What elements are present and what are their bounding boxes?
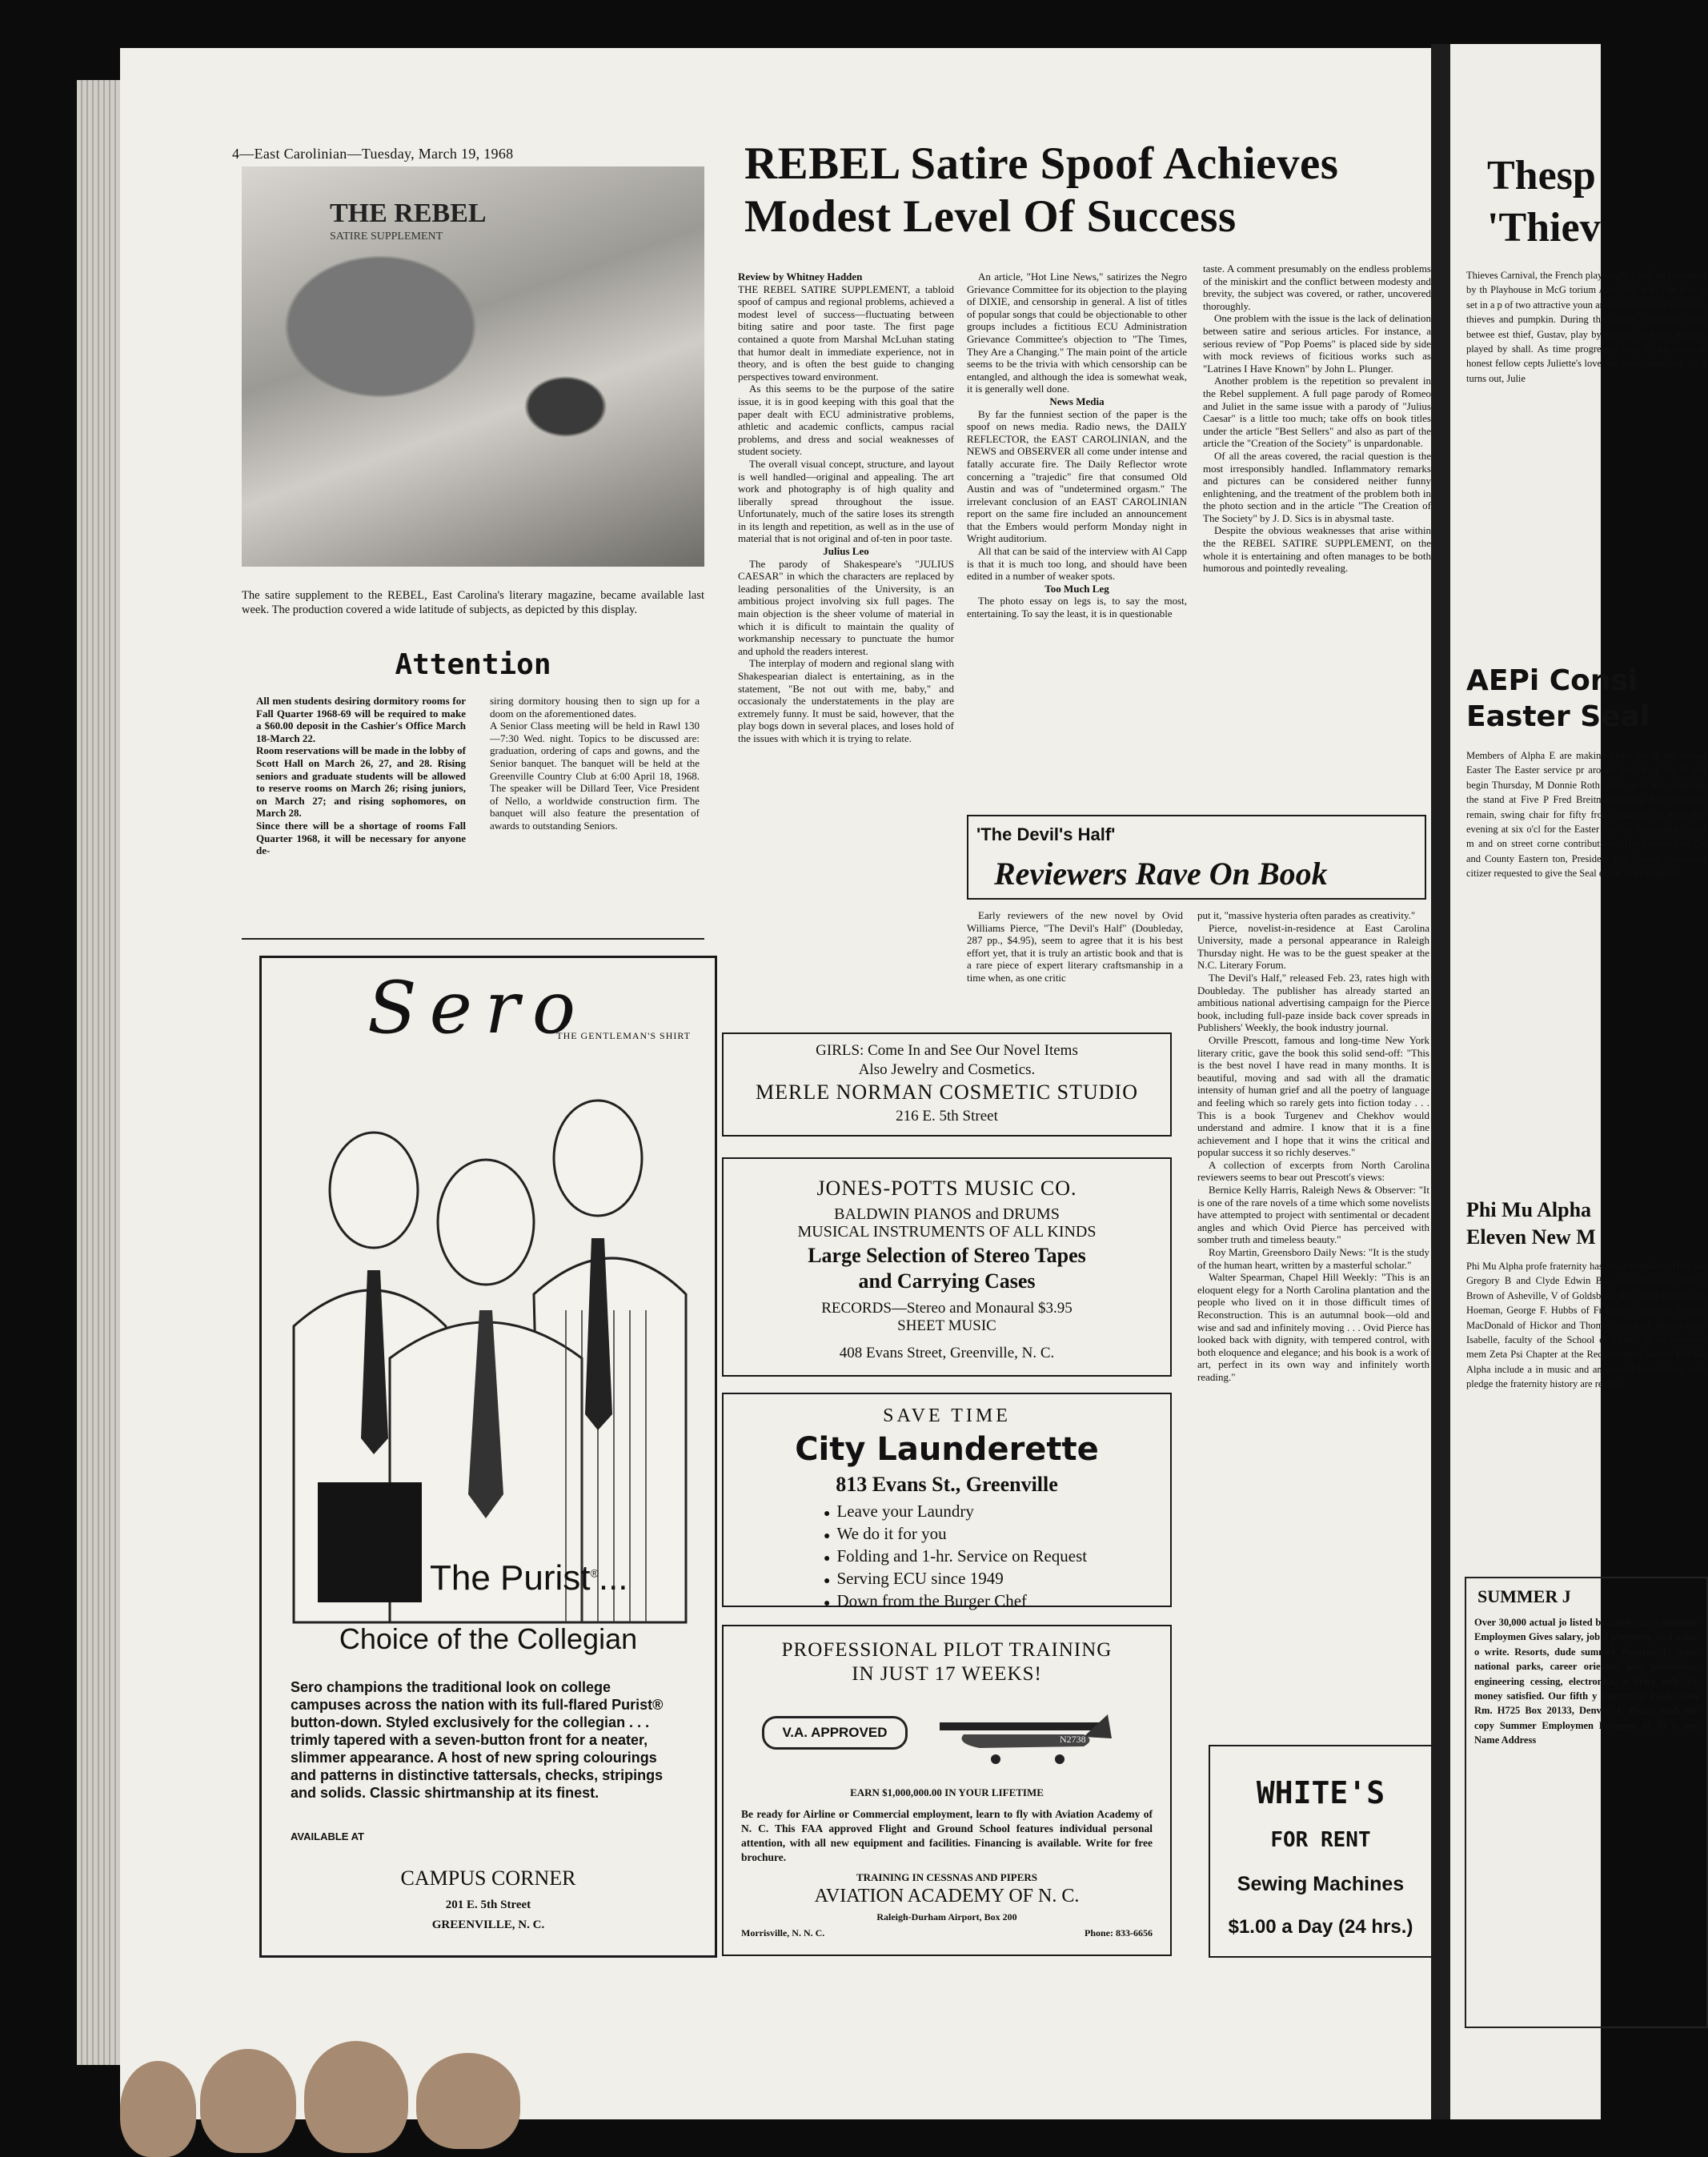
merle-address: 216 E. 5th Street [896, 1108, 998, 1125]
pilot-training-ad [722, 1625, 1172, 1956]
next-headline1: Thesp [1487, 153, 1596, 198]
review-para: An article, "Hot Line News," satirizes the Negro Grievance Committee for its objection to the playing of DIXIE, and censorship in general. A list of titles of popular songs that could be objectionable to other groups includes a fictitious ECU Administration Grievance Committee's objection to "The Times, They Are a Changing." The main point of the article seems to be the trivia with which censorship can be entangled, and although the idea is somewhat weak, it is generally well done. [967, 271, 1187, 395]
attention-para: Room reservations will be made in the lobby of Scott Hall on March 26, 27, and 28. Rising seniors and graduate students will be allowed to reserve rooms on March 26; rising juniors, on March 27; and rising sophomores, on March 28. [256, 744, 466, 820]
purist-title: The Purist [430, 1558, 591, 1598]
review-para: By far the funniest section of the paper is the spoof on news media. Radio news, the DAILY REFLECTOR, the EAST CAROLINIAN, and the NEWS and OBSERVER all come under intense and fatally accurate fire. The Daily Reflector wrote concerning a "trajedic" fire that consumed Old Austin and was of "undetermined orgasm." The irrelevant conclusion of an EAST CAROLINIAN report on the same fire included an announcement that the Embers would perform Monday night in Wright auditorium. [967, 407, 1187, 545]
pilot-line2: IN JUST 17 WEEKS! [852, 1663, 1042, 1685]
summer-box-title: SUMMER J [1477, 1586, 1571, 1606]
book-para: Bernice Kelly Harris, Raleigh News & Observer: "It is one of the rare novels of a time which some novelists have attempted to project with sentimental or decadent angles and which Ovid Pierce has perceived with somber truth and timeless beauty." [1197, 1184, 1429, 1246]
book-headline-box [967, 815, 1426, 900]
subhead: Julius Leo [823, 545, 869, 558]
pilot-city: Morrisville, N. N. C. [741, 1927, 825, 1938]
review-para: The overall visual concept, structure, and layout is well handled—original and appealing. The art work and photography is of high quality and liberally spread throughout the issue. Unfortunately, much of the satire loses its strength in its length and repetition, as well as in the use of material that is not original and of-ten in poor taste. [738, 457, 954, 545]
book-para: put it, "massive hysteria often parades as creativity." [1197, 909, 1416, 921]
finger [200, 2049, 296, 2153]
book-para: Roy Martin, Greensboro Daily News: "It is the study of the human heart, written by a masterful scholar." [1197, 1246, 1429, 1271]
subhead: News Media [1049, 395, 1105, 407]
jones-line4: and Carrying Cases [858, 1269, 1036, 1293]
masthead: 4—East Carolinian—Tuesday, March 19, 1968 [232, 146, 514, 162]
laund-top: SAVE TIME [883, 1405, 1011, 1426]
cessna-airplane-icon [932, 1690, 1116, 1770]
attention-heading: Attention [395, 648, 551, 681]
headline-line2: Modest Level Of Success [744, 191, 1237, 242]
review-para: THE REBEL SATIRE SUPPLEMENT, a tabloid spoof of campus and regional problems, achieved a modest level of success—fluctuating between biting satire and poor taste. The first page contained a quote from Marshal McLuhan stating that humor dealt in immediate experience, not in theory, and is often the best guide to changing perspectives toward environment. [738, 283, 954, 383]
laund-item: ● Serving ECU since 1949 [824, 1569, 1087, 1591]
review-para: The photo essay on legs is, to say the most, entertaining. To say the least, it is in questionable [967, 595, 1187, 620]
attention-para: siring dormitory housing then to sign up for a doom on the aforementioned dates. [490, 695, 700, 720]
store-name: CAMPUS CORNER [400, 1866, 576, 1890]
whites-line2: Sewing Machines [1237, 1873, 1405, 1895]
merle-norman-ad [722, 1032, 1172, 1137]
next-headline2: 'Thiev [1487, 205, 1601, 251]
book-headline: Reviewers Rave On Book [994, 856, 1328, 892]
review-headline [744, 138, 1433, 243]
store-address: 201 E. 5th Street [445, 1898, 531, 1911]
rebel-photo [242, 166, 704, 567]
adjacent-page [1447, 44, 1706, 2119]
pilot-airport: Raleigh-Durham Airport, Box 200 [876, 1911, 1017, 1922]
whites-line1: FOR RENT [1270, 1828, 1371, 1852]
attention-para: A Senior Class meeting will be held in Rawl 130—7:30 Wed. night. Topics to be discussed are: graduation, ordering of caps and gowns, and the Senior banquet. The banquet will be held at the Greenville Country Club at 6:00 April 18, 1968. The speaker will be Dillard Teer, Vice President of Nello, a worldwide construction firm. The banquet will also feature the presentation of awards to outstanding Seniors. [490, 720, 700, 832]
merle-name: MERLE NORMAN COSMETIC STUDIO [756, 1081, 1138, 1104]
subhead: Too Much Leg [1044, 582, 1109, 595]
review-col3 [1203, 263, 1431, 575]
finger [304, 2041, 408, 2153]
next-headline4: Easter Seal [1466, 700, 1650, 733]
jones-line3: Large Selection of Stereo Tapes [808, 1244, 1086, 1267]
photo-caption: The satire supplement to the REBEL, East Carolina's literary magazine, became available last week. The production covered a wide latitude of subjects, as depicted by this display. [242, 589, 704, 616]
next-text3: Phi Mu Alpha profe fraternity has initia members. They are Gregory B and Clyde Edwin Bro Gene Nelson, Neil B Brown of Asheville, V of Goldsboro; Roy Davi Richard H. Hoeman, George F. Hubbs of Fr Dennis Jones of Washin MacDonald of Hickor and Thomas Secor of Richm Gene Isabelle, faculty of the School of Music, w an honorary mem Zeta Psi Chapter at the Requirements for me Phi Mu Alpha include a in music and an overall In addition, each pledge the fraternity history are recital. [1466, 1261, 1706, 1390]
review-para: Another problem is the repetition so prevalent in the Rebel supplement. A full page parody of Romeo and Juliet in the same issue with a parody of "Julius Caesar" is a little too much; take offs on book titles under the article "Best Sellers" and also as part of the article the "Creation of the Society" is unpardonable. [1203, 375, 1431, 450]
laund-name: City Launderette [795, 1431, 1099, 1468]
photo-subtitle: SATIRE SUPPLEMENT [330, 231, 443, 243]
attention-col1 [256, 695, 466, 857]
photo-nameplate: THE REBEL [330, 198, 487, 228]
review-para: As this seems to be the purpose of the satire issue, it is in good keeping with this goal that the paper dealt with ECU administrative problems, athletic and academic conflicts, campus racial problems, and dress and social weaknesses of student society. [738, 383, 954, 458]
jones-name: JONES-POTTS MUSIC CO. [816, 1177, 1077, 1200]
laund-address: 813 Evans St., Greenville [836, 1473, 1058, 1496]
review-para: Of all the areas covered, the racial question is the most irresponsibly handled. Inflammatory remarks and pictures can be considered neither funny enlightening, and the treatment of the problem both in the photo section and in the article "The Creation of The Society" by J. D. Sics is in abysmal taste. [1203, 449, 1431, 524]
attention-para: Since there will be a shortage of rooms Fall Quarter 1968, it will be necessary for anyone de- [256, 819, 466, 857]
pilot-line1: PROFESSIONAL PILOT TRAINING [781, 1639, 1113, 1661]
merle-line2: Also Jewelry and Cosmetics. [858, 1061, 1036, 1078]
next-headline3: AEPi Consi [1466, 664, 1638, 697]
next-headline5: Phi Mu Alpha [1466, 1198, 1592, 1221]
book-para: A collection of excerpts from North Carolina reviewers seems to bear out Prescott's views: [1197, 1158, 1429, 1184]
review-col2 [967, 271, 1187, 620]
laund-item: ● Down from the Burger Chef [824, 1591, 1087, 1614]
purist-photo [318, 1482, 422, 1602]
summer-jobs-box [1465, 1577, 1708, 2028]
purist-ellipsis: ... [598, 1558, 628, 1598]
headline-line1: REBEL Satire Spoof Achieves [744, 138, 1339, 189]
available-at: AVAILABLE AT [291, 1830, 364, 1842]
book-col1 [967, 909, 1183, 984]
whites-name: WHITE'S [1256, 1775, 1385, 1810]
attention-col2 [490, 695, 700, 832]
book-para: Walter Spearman, Chapel Hill Weekly: "This is an eloquent elegy for a North Carolina plantation and the people who lived on it in those difficult times of Reconstruction. This is an autumnal book—old and wise and sad and infinitely moving . . . Ovid Pierce has looked back with dignity, with tempered control, with both eloquence and elegance; and his book is a work of art, perfect in its own way and infinitely worth reading." [1197, 1271, 1429, 1383]
jones-line5: RECORDS—Stereo and Monaural $3.95 [821, 1300, 1073, 1317]
sero-tagline: THE GENTLEMAN'S SHIRT [556, 1030, 691, 1041]
laund-item: ● Leave your Laundry [824, 1501, 1087, 1524]
jones-line1: BALDWIN PIANOS and DRUMS [834, 1205, 1060, 1223]
whites-line3: $1.00 a Day (24 hrs.) [1228, 1916, 1413, 1938]
laund-item: ● Folding and 1-hr. Service on Request [824, 1546, 1087, 1569]
review-para: The interplay of modern and regional slang with Shakespearian dialect is entertaining, as in the statement, "Be not out with me, baby," and occasionaly the understatements in the play are extremely funny. It must be said, however, that the play bogs down in several places, and loses hold of the issues with which it is trying to relate. [738, 657, 954, 744]
pilot-training: TRAINING IN CESSNAS AND PIPERS [856, 1871, 1038, 1883]
book-para: Orville Prescott, famous and long-time New York literary critic, gave the book this solid send-off: "This is the best novel I have read in many months. It is beautiful, moving and sad with all the dramatic intensity of human grief and all the poetry of language and feeling which so rarely gets into fiction today . . . This is a book Turgenev and Chekhov would understand and admire. I know that it is a fine achievement and I hope that it wins the critical and popular success it so richly deserves." [1197, 1033, 1429, 1159]
review-col1 [738, 271, 954, 745]
review-para: All that can be said of the interview with Al Capp is that it is much too long, and should have been edited in a number of weaker spots. [967, 545, 1187, 583]
sero-body: Sero champions the traditional look on college campuses across the nation with its full-flared Purist® button-down. Styled exclusively for the collegian . . . trimly tapered with a seven-button front for a neater, slimmer appearance. A host of new spring colourings and patterns in distinctive tattersals, checks, stripings and solids. Classic shirtmanship at its finest. [291, 1679, 664, 1801]
jones-line6: SHEET MUSIC [897, 1317, 996, 1334]
section-rule [242, 938, 704, 940]
jones-potts-ad [722, 1157, 1172, 1377]
attention-para: All men students desiring dormitory rooms for Fall Quarter 1968-69 will be required to make a $60.00 deposit in the Cashier's Office March 18-March 22. [256, 695, 466, 744]
book-col2 [1197, 909, 1429, 1384]
laund-list [808, 1501, 1087, 1614]
finger [120, 2061, 196, 2157]
next-text1: Thieves Carnival, the French playwright J will be presented by th Playhouse in McG torium April 3-6 at 8: The play is set in a p of two attractive youn are being invaded by timate thieves and pumpkin. During the course a romance buds betwee est thief, Gustav, play by Bowen, and one Juliette, played by shall. As time progresses ered by his cons an honest fellow cepts Juliette's love, his boss's daughter. As it turns out, Julie [1466, 270, 1706, 384]
sero-ad [259, 956, 717, 1958]
merle-line1: GIRLS: Come In and See Our Novel Items [816, 1042, 1078, 1059]
book-para: Pierce, novelist-in-residence at East Carolina University, made a personal appearance in Raleigh Thursday night. He was to be the guest speaker at the N.C. Literary Forum. [1197, 921, 1429, 972]
whites-ad [1209, 1745, 1433, 1958]
jones-line2: MUSICAL INSTRUMENTS OF ALL KINDS [797, 1223, 1097, 1241]
pilot-earn: EARN $1,000,000.00 IN YOUR LIFETIME [850, 1786, 1044, 1798]
summer-box-text: Over 30,000 actual jo listed by employers i Summer Employmen Gives salary, job d ployment, and name o write. Resorts, dude summer theatres, U tions, national parks, career oriented jobs publishing, engineering cessing, electronics, a Price only $3, money satisfied. Our fifth y University Publication Rm. H725 Box 20133, Denver, C Please rush my copy Summer Employmen Payment of $3 is enc Name Address [1474, 1617, 1698, 1746]
byline: Review by Whitney Hadden [738, 271, 863, 283]
page-gutter [1431, 44, 1450, 2119]
purist-headline [430, 1558, 628, 1598]
review-para: Despite the obvious weaknesses that arise within the the REBEL SATIRE SUPPLEMENT, on the whole it is entertaining and often manages to be both humorous and pointedly revealing. [1203, 524, 1431, 575]
store-city: GREENVILLE, N. C. [431, 1918, 545, 1931]
jones-address: 408 Evans Street, Greenville, N. C. [839, 1345, 1055, 1361]
pilot-body: Be ready for Airline or Commercial employment, learn to fly with Aviation Academy of N. C. This FAA approved Flight and Ground School features individual personal attention, with all new equipment and facilities. Financing is available. Write for free brochure. [741, 1808, 1153, 1863]
book-para: Early reviewers of the new novel by Ovid Williams Pierce, "The Devil's Half" (Doubleday, 287 pp., $4.95), seem to agree that it is his best effort yet, that it is truly an artistic book and that is a rare piece of expert literary craftsmanship in a time when, as one critic [967, 909, 1183, 984]
finger [416, 2053, 520, 2149]
review-para: taste. A comment presumably on the endless problems of the miniskirt and the conflict between modesty and brevity, the subject was covered, or rather, uncovered thoroughly. [1203, 263, 1431, 312]
next-headline6: Eleven New M [1466, 1225, 1596, 1249]
review-para: The parody of Shakespeare's "JULIUS CAESAR" in which the characters are replaced by leading personalities of the University, is an ambitious project involving six full pages. The main objection is the sheer volume of material in which it is dificult to maintain the quality of workmanship necessary to punctuate the humor and uphold the readers interest. [738, 557, 954, 657]
registered-mark: ® [590, 1566, 599, 1580]
choice-of-collegian: Choice of the Collegian [339, 1622, 638, 1655]
review-para: One problem with the issue is the lack of delination between satire and serious articles. For instance, a serious review of "Pop Poems" is placed side by side with mock reviews of ficitious works such as "Latrines I Have Known" by John L. Plunger. [1203, 312, 1431, 375]
laund-item: ● We do it for you [824, 1524, 1087, 1546]
city-launderette-ad [722, 1393, 1172, 1610]
pilot-phone: Phone: 833-6656 [1085, 1927, 1153, 1938]
sero-logo: Sero [367, 966, 589, 1050]
book-para: The Devil's Half," released Feb. 23, rates high with Doubleday. The publisher has already started an ambitious national advertising campaign for the Pierce book, including full-paze inside back cover spreads in Publishers' Weekly, the book industry journal. [1197, 971, 1429, 1034]
va-approved-badge: V.A. APPROVED [762, 1716, 908, 1750]
pilot-name: AVIATION ACADEMY OF N. C. [814, 1886, 1080, 1906]
plane-registration: N2738 [1060, 1734, 1086, 1745]
book-kicker: 'The Devil's Half' [976, 824, 1116, 844]
next-text2: Members of Alpha E are making plans for at the annual Easter The Easter service pr around the Clock for D will begin Thursday, M Donnie Roth serves a of the campaign the stand at Five P Fred Breitman testing have plans to remain, swing chair for fifty from Thursday at noon day evening at six o'cl for the Easter Seal ca Meanwhile, other m and on street corne contributions. The presence of Ge and County Eastern ton, President Leo J other prominent citizer requested to give the Seal effort at its beginnin [1466, 750, 1706, 880]
